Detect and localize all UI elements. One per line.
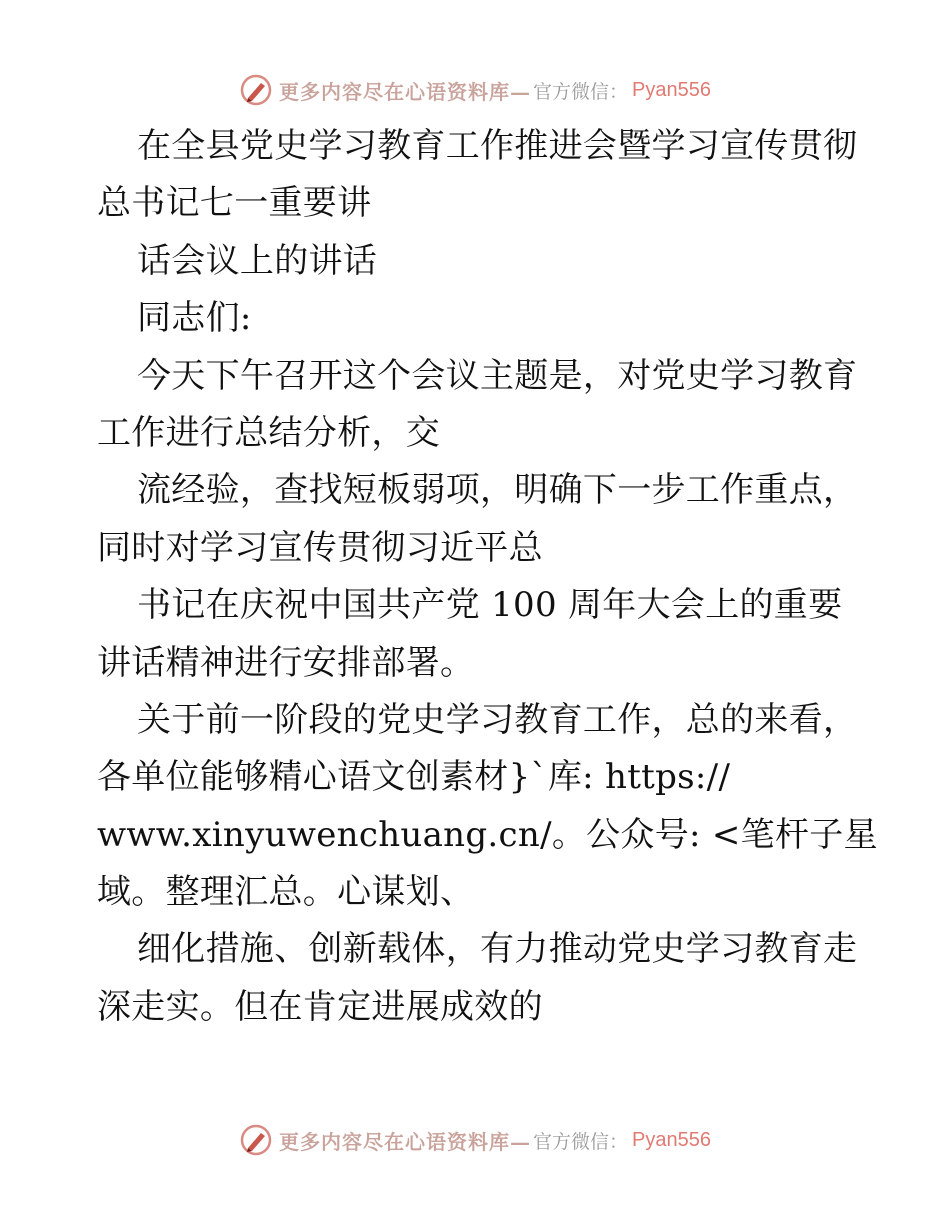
header-watermark-banner	[0, 70, 950, 110]
paragraph-line: 今天下午召开这个会议主题是，对党史学习教育	[137, 355, 858, 396]
title-line-2: 总书记七一重要讲	[97, 183, 372, 224]
paragraph-line: 关于前一阶段的党史学习教育工作，总的来看，	[137, 699, 858, 740]
paragraph-line: 同时对学习宣传贯彻习近平总	[97, 527, 543, 568]
pen-logo-icon	[239, 73, 273, 107]
banner-wechat-label: 官方微信：	[533, 80, 629, 103]
paragraph-line: 域。整理汇总。心谋划、	[97, 872, 475, 913]
banner-wechat-id: Pyan556	[632, 78, 711, 101]
banner-site-text: 更多内容尽在心语资料库—	[279, 79, 531, 104]
paragraph-line: 书记在庆祝中国共产党 100 周年大会上的重要	[137, 585, 843, 626]
banner-site-text: 更多内容尽在心语资料库—	[279, 1129, 531, 1154]
paragraph-line: 深走实。但在肯定进展成效的	[97, 986, 543, 1027]
paragraph-line: 工作进行总结分析，交	[97, 412, 440, 453]
paragraph-line: 各单位能够精心语文创素材}`库: https://	[97, 757, 731, 798]
pen-logo-icon	[239, 1123, 273, 1157]
document-body	[97, 118, 878, 1036]
banner-wechat-label: 官方微信：	[533, 1130, 629, 1153]
paragraph-line: 细化措施、创新载体，有力推动党史学习教育走	[137, 929, 858, 970]
url-line: www.xinyuwenchuang.cn/。公众号: <笔杆子星	[97, 814, 878, 855]
paragraph-line: 讲话精神进行安排部署。	[97, 642, 475, 683]
banner-wechat-id: Pyan556	[632, 1128, 711, 1151]
footer-watermark-banner	[0, 1120, 950, 1160]
salutation-line: 同志们:	[137, 298, 252, 339]
title-line-1: 在全县党史学习教育工作推进会暨学习宣传贯彻	[137, 126, 858, 166]
paragraph-line: 流经验，查找短板弱项，明确下一步工作重点，	[137, 470, 858, 511]
title-line-3: 话会议上的讲话	[137, 240, 378, 281]
